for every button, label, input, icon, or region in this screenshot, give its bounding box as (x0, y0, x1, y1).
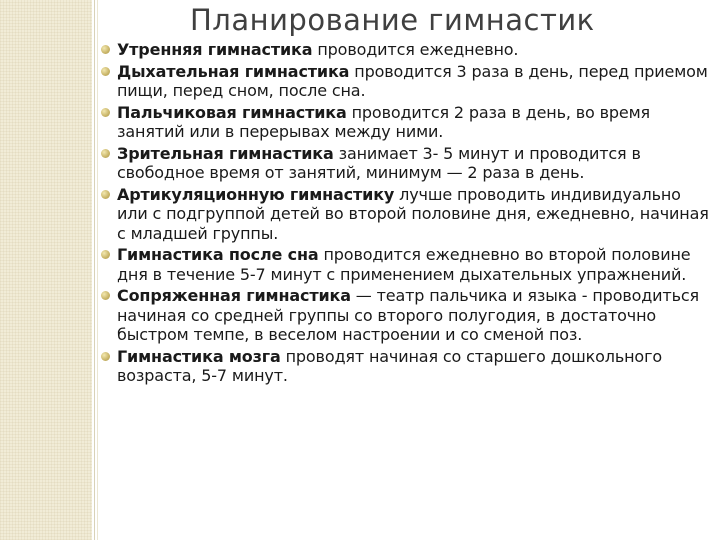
list-item (100, 347, 712, 386)
item-term: Артикуляционную гимнастику (117, 184, 395, 204)
item-description: проводится 2 раза в день, во время занятий или в перерывах между ними. (117, 102, 650, 141)
list-item (100, 245, 712, 284)
item-term: Гимнастика после сна (117, 245, 319, 264)
bullet-icon (101, 190, 110, 199)
side-divider-line (94, 0, 95, 540)
item-description: проводится 3 раза в день, перед приемом пищи, перед сном, после сна. (117, 61, 708, 100)
item-description: проводится ежедневно во второй половине дня в течение 5-7 минут с применением дыхательных упражнений. (117, 245, 691, 284)
side-divider-line-secondary (97, 0, 98, 540)
list-item (100, 62, 712, 101)
bullet-icon (101, 352, 110, 361)
decorative-side-band (0, 0, 92, 540)
item-term: Зрительная гимнастика (117, 143, 334, 163)
bullet-icon (101, 67, 110, 76)
item-term: Гимнастика мозга (117, 346, 281, 366)
bullet-icon (101, 250, 110, 259)
list-item (100, 40, 712, 60)
item-description: лучше проводить индивидуально или с подгруппой детей во второй половине дня, ежедневно, начиная с младшей группы. (117, 184, 709, 243)
bullet-icon (101, 149, 110, 158)
item-description: проводят начиная со старшего дошкольного возраста, 5-7 минут. (117, 346, 662, 385)
list-item (100, 103, 712, 142)
item-term: Пальчиковая гимнастика (117, 102, 347, 122)
slide-title: Планирование гимнастик (190, 3, 595, 37)
bullet-icon (101, 45, 110, 54)
item-term: Сопряженная гимнастика (117, 286, 351, 305)
list-item (100, 144, 712, 183)
list-item (100, 286, 712, 345)
bullet-icon (101, 108, 110, 117)
bullet-icon (101, 291, 110, 300)
item-description: проводится ежедневно. (312, 40, 519, 59)
item-term: Утренняя гимнастика (117, 40, 313, 59)
bullet-list (100, 40, 712, 388)
list-item (100, 185, 712, 244)
item-description: — театр пальчика и языка - проводиться начиная со средней группы со второго полугодия, в достаточно быстром темпе, в веселом настроении и со сменой поз. (117, 286, 699, 344)
item-description: занимает 3- 5 минут и проводится в свободное время от занятий, минимум — 2 раза в день. (117, 143, 641, 182)
item-term: Дыхательная гимнастика (117, 61, 350, 81)
